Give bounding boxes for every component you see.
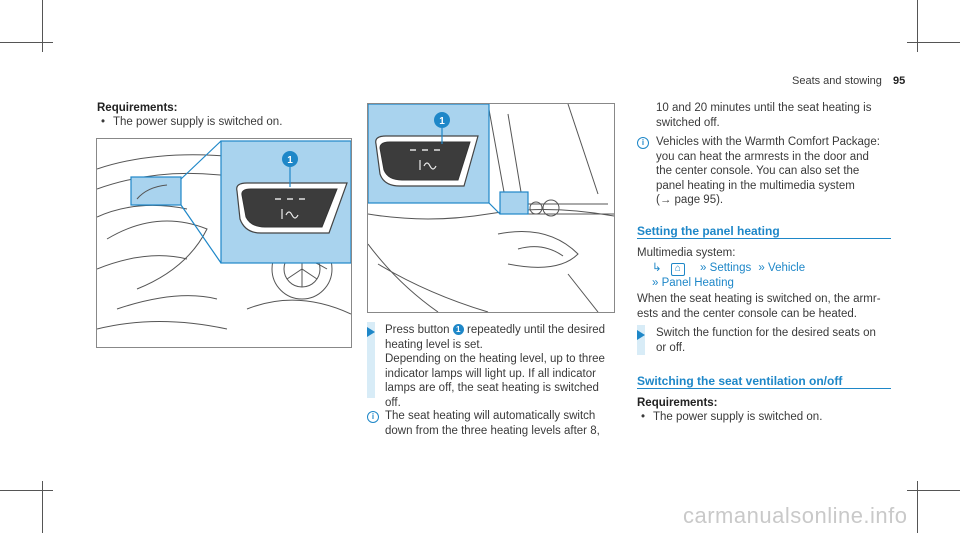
door-panel-drawing [97,139,351,347]
requirements-item: • The power supply is switched on. [113,115,282,130]
callout-badge-label: 1 [439,116,445,127]
when-paragraph [637,292,881,321]
note-auto-switch [385,409,600,438]
note-line: switched off. [656,116,720,129]
note-continued [656,101,871,130]
step-arrow-icon [367,327,375,337]
heading-rule [637,388,891,389]
page-number: 95 [892,75,906,87]
note-line: The seat heating will automatically switch [385,410,596,422]
note-line: down from the three heating levels after 8, [385,424,600,437]
paragraph-line: When the seat heating is switched on, the armr- [637,293,881,305]
nav-path [652,261,805,276]
heading-panel-heating: Setting the panel heating [637,224,780,238]
nav-panel-heating[interactable]: Panel Heating [661,277,734,289]
nav-settings[interactable]: Settings [709,262,752,274]
note-line: 10 and 20 minutes until the seat heating is [656,102,872,114]
step-line: Switch the function for the desired seats on [656,327,876,339]
note-icon: i [367,411,379,423]
requirements-title: Requirements: [97,102,178,114]
note-warmth-comfort [656,135,880,208]
chevron-right-icon: » [652,277,659,289]
step-line: Press button [385,324,450,336]
chevron-right-icon: » [758,262,765,274]
door-trim-drawing [368,104,614,312]
running-header [792,74,905,89]
button-1-badge: 1 [453,324,464,335]
section-title: Seats and stowing [792,75,882,87]
note-line: you can heat the armrests in the door and [656,150,869,163]
note-icon: i [637,137,649,149]
multimedia-label: Multimedia system: [637,247,736,259]
home-icon[interactable]: ⌂ [671,263,685,276]
step-switch-function [656,326,876,355]
watermark: carmanualsonline.info [683,503,908,528]
note-line: panel heating in the multimedia system [656,179,855,192]
requirements-item: • The power supply is switched on. [653,410,822,425]
crop-mark [42,481,43,533]
note-line: (→ page 95). [656,194,724,206]
paragraph-line: ests and the center console can be heated. [637,307,857,320]
note-line: Vehicles with the Warmth Comfort Package: [656,136,880,148]
nav-vehicle[interactable]: Vehicle [768,262,806,274]
step-line: Depending on the heating level, up to three [385,353,605,365]
chevron-right-icon: » [700,262,707,274]
crop-mark [42,0,43,52]
crop-mark [917,481,918,533]
note-line: the center console. You can also set the [656,165,860,177]
step-press-button [385,323,605,410]
heading-rule [637,238,891,239]
crop-mark [0,42,53,43]
crop-mark [907,490,960,491]
step-line: repeatedly until the desired [466,324,606,336]
requirements-title: Requirements: [637,397,718,409]
crop-mark [907,42,960,43]
illustration-left [96,138,352,348]
step-line: indicator lamps will light up. If all indicator [385,367,596,380]
step-arrow-icon [637,330,645,340]
crop-mark [917,0,918,52]
step-line: or off. [656,341,686,354]
heading-seat-ventilation: Switching the seat ventilation on/off [637,374,843,388]
crop-mark [0,490,53,491]
callout-badge-label: 1 [287,155,293,166]
enter-arrow-icon: ↳ [652,262,662,274]
step-line: lamps are off, the seat heating is switched [385,382,599,394]
nav-path-line2 [652,276,734,291]
step-line: heating level is set. [385,338,483,351]
step-line: off. [385,396,401,409]
illustration-middle [367,103,615,313]
